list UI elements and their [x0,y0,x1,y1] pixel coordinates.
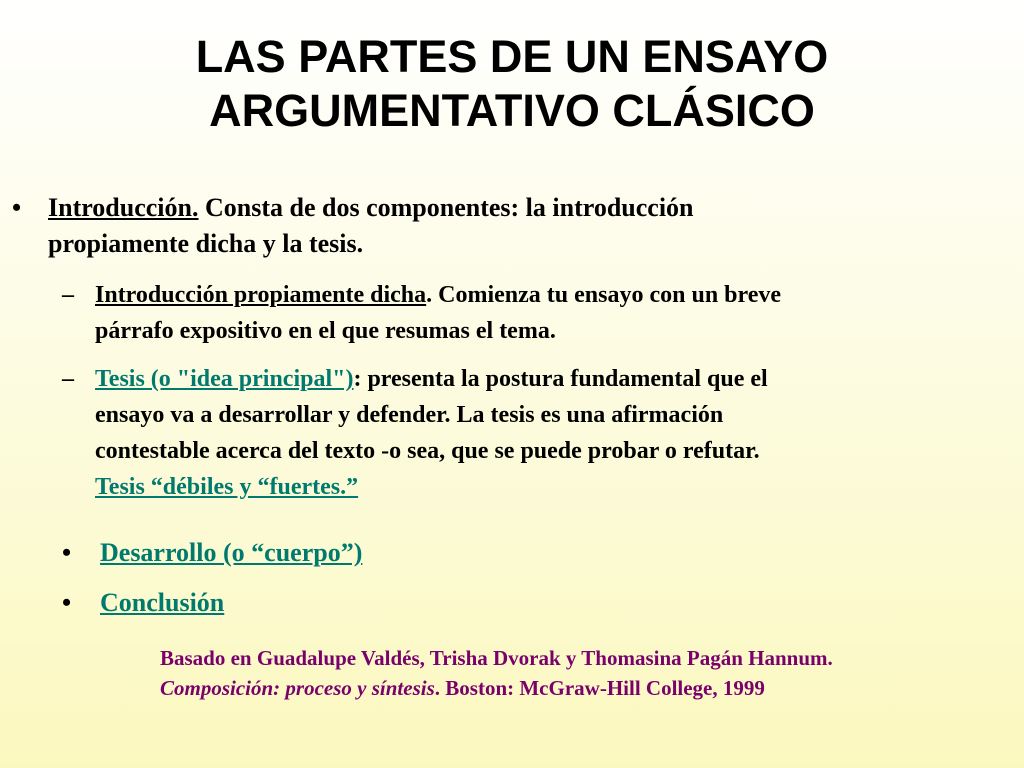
source-credit [160,643,1010,703]
tesis-text-1: : presenta la postura fundamental que el [353,366,768,392]
conclusion-item [100,585,224,621]
conclusion-link[interactable]: Conclusión [100,588,225,617]
tesis-debiles-fuertes-link[interactable]: Tesis “débiles y “fuertes.” [95,474,359,500]
intro-label: Introducción. [48,193,199,222]
credit-book-title: Composición: proceso y síntesis [160,676,435,700]
desarrollo-item [100,535,362,571]
bullet-dash: – [62,282,74,308]
tesis-link[interactable]: Tesis (o "idea principal") [95,366,354,392]
credit-line-1: Basado en Guadalupe Valdés, Trisha Dvorak y Thomasina Pagán Hannum. [160,646,833,670]
bullet-dot: • [12,193,22,222]
bullet-dot: • [62,538,72,567]
sub-item-intro [95,277,1010,349]
intro-text-2: propiamente dicha y la tesis. [48,229,364,258]
sub-intro-label: Introducción propiamente dicha [95,282,427,308]
title-line-1: LAS PARTES DE UN ENSAYO [195,31,829,82]
bullet-dot: • [62,588,72,617]
tesis-text-2: ensayo va a desarrollar y defender. La tesis es una afirmación [95,402,724,428]
sub-intro-text-2: párrafo expositivo en el que resumas el tema. [95,318,556,344]
title-line-2: ARGUMENTATIVO CLÁSICO [209,85,815,136]
page-title [0,30,1024,138]
tesis-text-3: contestable acerca del texto -o sea, que se puede probar o refutar. [95,438,760,464]
sub-item-tesis [95,361,1010,505]
credit-line-2: . Boston: McGraw-Hill College, 1999 [434,676,765,700]
intro-text-1: Consta de dos componentes: la introducción [198,193,694,222]
sub-intro-text-1: . Comienza tu ensayo con un breve [426,282,782,308]
intro-item [48,190,1008,262]
bullet-dash: – [62,366,74,392]
desarrollo-link[interactable]: Desarrollo (o “cuerpo”) [100,538,363,567]
